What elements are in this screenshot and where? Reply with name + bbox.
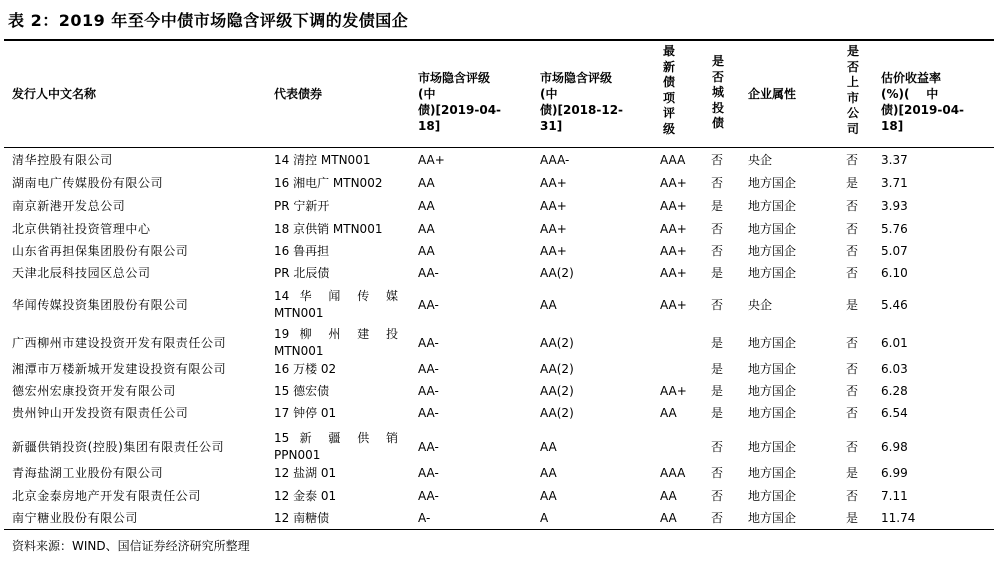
rating-2019: AA- bbox=[418, 406, 439, 420]
enterprise-type: 地方国企 bbox=[748, 199, 797, 213]
bond-name-line2: MTN001 bbox=[274, 344, 324, 358]
rating-2019: AA bbox=[418, 244, 435, 258]
issuer-name: 天津北辰科技园区总公司 bbox=[12, 266, 151, 280]
table-row bbox=[0, 430, 998, 464]
issuer-name: 山东省再担保集团股份有限公司 bbox=[12, 244, 189, 258]
latest-rating: AA+ bbox=[660, 297, 687, 312]
issuer-name: 北京供销社投资管理中心 bbox=[12, 222, 151, 236]
latest-rating: AAA bbox=[660, 153, 686, 167]
yield-value: 6.99 bbox=[881, 466, 908, 480]
enterprise-type: 地方国企 bbox=[748, 266, 797, 280]
issuer-name: 青海盐湖工业股份有限公司 bbox=[12, 466, 164, 480]
bond-name bbox=[274, 430, 398, 464]
issuer-name: 清华控股有限公司 bbox=[12, 153, 113, 167]
is-chengtou: 否 bbox=[711, 153, 724, 167]
is-chengtou: 否 bbox=[711, 176, 724, 190]
header-rating-2018-line2: (中 bbox=[540, 87, 558, 101]
bond-name: 16 鲁再担 bbox=[274, 244, 330, 258]
yield-value: 3.37 bbox=[881, 153, 908, 167]
bottom-rule bbox=[4, 529, 994, 530]
table-row bbox=[0, 405, 998, 422]
header-rating-2019 bbox=[418, 70, 522, 134]
rating-2018: AA bbox=[540, 466, 557, 480]
bond-name: 16 万楼 02 bbox=[274, 362, 337, 376]
rating-2018: AA(2) bbox=[540, 266, 574, 280]
header-yield-line1: 估价收益率 bbox=[881, 71, 942, 85]
enterprise-type: 地方国企 bbox=[748, 439, 797, 454]
latest-rating: AA bbox=[660, 489, 677, 503]
is-chengtou: 是 bbox=[711, 199, 724, 213]
rating-2019: A- bbox=[418, 511, 431, 525]
enterprise-type: 地方国企 bbox=[748, 222, 797, 236]
is-chengtou: 是 bbox=[711, 335, 724, 350]
is-listed: 是 bbox=[846, 511, 859, 525]
table-row bbox=[0, 175, 998, 192]
issuer-name: 湘潭市万楼新城开发建设投资有限公司 bbox=[12, 362, 227, 376]
is-chengtou: 否 bbox=[711, 511, 724, 525]
yield-value: 5.46 bbox=[881, 297, 908, 312]
is-chengtou: 否 bbox=[711, 439, 724, 454]
is-chengtou: 否 bbox=[711, 297, 724, 312]
issuer-name: 南宁糖业股份有限公司 bbox=[12, 511, 139, 525]
bond-name: 12 南糖债 bbox=[274, 511, 330, 525]
table-row bbox=[0, 152, 998, 169]
latest-rating: AA+ bbox=[660, 199, 687, 213]
rating-2019: AA- bbox=[418, 384, 439, 398]
header-yield-line3: 债)[2019-04-18] bbox=[881, 103, 965, 133]
rating-2018: A bbox=[540, 511, 549, 525]
yield-value: 3.93 bbox=[881, 199, 908, 213]
bond-name: PR 宁新开 bbox=[274, 199, 330, 213]
table-row bbox=[0, 510, 998, 527]
latest-rating: AA+ bbox=[660, 222, 687, 236]
issuer-name: 湖南电广传媒股份有限公司 bbox=[12, 176, 164, 190]
enterprise-type: 地方国企 bbox=[748, 511, 797, 525]
header-rating-2018-line1: 市场隐含评级 bbox=[540, 71, 613, 85]
table-row bbox=[0, 198, 998, 215]
bond-name: 12 金泰 01 bbox=[274, 489, 337, 503]
yield-value: 6.03 bbox=[881, 362, 908, 376]
is-listed: 否 bbox=[846, 335, 859, 350]
is-listed: 否 bbox=[846, 384, 859, 398]
enterprise-type: 地方国企 bbox=[748, 244, 797, 258]
header-rating-2018-line3: 债)[2018-12-31] bbox=[540, 103, 624, 133]
table-row bbox=[0, 488, 998, 505]
is-chengtou: 否 bbox=[711, 489, 724, 503]
table-row bbox=[0, 265, 998, 282]
bond-name-line1: 14 华 闻 传 媒 bbox=[274, 289, 398, 303]
yield-value: 6.10 bbox=[881, 266, 908, 280]
bond-name bbox=[274, 326, 398, 360]
issuer-name: 华闻传媒投资集团股份有限公司 bbox=[12, 297, 189, 312]
enterprise-type: 地方国企 bbox=[748, 406, 797, 420]
is-listed: 否 bbox=[846, 439, 859, 454]
rating-2019: AA- bbox=[418, 439, 439, 454]
bond-name: PR 北辰债 bbox=[274, 266, 330, 280]
rating-2018: AA(2) bbox=[540, 335, 574, 350]
bond-name: 17 钟停 01 bbox=[274, 406, 337, 420]
yield-value: 5.76 bbox=[881, 222, 908, 236]
issuer-name: 新疆供销投资(控股)集团有限责任公司 bbox=[12, 439, 225, 454]
table-row bbox=[0, 465, 998, 482]
yield-value: 7.11 bbox=[881, 489, 908, 503]
is-chengtou: 否 bbox=[711, 222, 724, 236]
yield-value: 6.28 bbox=[881, 384, 908, 398]
bond-name-line2: MTN001 bbox=[274, 306, 324, 320]
bond-name: 12 盐湖 01 bbox=[274, 466, 337, 480]
header-rating-2019-line1: 市场隐含评级 bbox=[418, 71, 491, 85]
header-latest-rating: 最新债项评级 bbox=[662, 44, 675, 136]
table-row bbox=[0, 326, 998, 360]
enterprise-type: 地方国企 bbox=[748, 466, 797, 480]
header-rating-2019-line2: (中 bbox=[418, 87, 436, 101]
header-is-chengtou: 是否城投债 bbox=[711, 54, 724, 130]
rating-2019: AA bbox=[418, 199, 435, 213]
header-bond: 代表债券 bbox=[274, 87, 323, 101]
is-chengtou: 是 bbox=[711, 266, 724, 280]
table-row bbox=[0, 221, 998, 238]
table-row bbox=[0, 383, 998, 400]
header-is-listed: 是否上市公司 bbox=[846, 44, 859, 136]
header-rating-2018 bbox=[540, 70, 644, 134]
rating-2018: AA bbox=[540, 489, 557, 503]
bond-name-line2: PPN001 bbox=[274, 448, 321, 462]
is-listed: 否 bbox=[846, 406, 859, 420]
enterprise-type: 央企 bbox=[748, 153, 773, 167]
latest-rating: AAA bbox=[660, 466, 686, 480]
rating-2019: AA+ bbox=[418, 153, 445, 167]
header-yield-line2: (%)( 中 bbox=[881, 87, 939, 101]
yield-value: 3.71 bbox=[881, 176, 908, 190]
rating-2019: AA- bbox=[418, 489, 439, 503]
is-listed: 是 bbox=[846, 297, 859, 312]
is-listed: 否 bbox=[846, 199, 859, 213]
header-rating-2019-line3: 债)[2019-04-18] bbox=[418, 103, 502, 133]
rating-2019: AA- bbox=[418, 362, 439, 376]
header-enterprise-type: 企业属性 bbox=[748, 87, 797, 101]
latest-rating: AA+ bbox=[660, 176, 687, 190]
header-rule bbox=[4, 147, 994, 148]
bond-name-line1: 15 新 疆 供 销 bbox=[274, 431, 398, 445]
table-title: 表 2：2019 年至今中债市场隐含评级下调的发债国企 bbox=[8, 11, 409, 30]
bond-name: 18 京供销 MTN001 bbox=[274, 222, 383, 236]
is-listed: 否 bbox=[846, 489, 859, 503]
rating-2019: AA- bbox=[418, 297, 439, 312]
is-chengtou: 否 bbox=[711, 466, 724, 480]
latest-rating: AA bbox=[660, 511, 677, 525]
rating-2018: AA+ bbox=[540, 244, 567, 258]
rating-2018: AA(2) bbox=[540, 384, 574, 398]
table-row bbox=[0, 288, 998, 322]
yield-value: 6.54 bbox=[881, 406, 908, 420]
rating-2019: AA- bbox=[418, 335, 439, 350]
enterprise-type: 地方国企 bbox=[748, 489, 797, 503]
issuer-name: 北京金泰房地产开发有限责任公司 bbox=[12, 489, 202, 503]
is-listed: 否 bbox=[846, 153, 859, 167]
rating-2019: AA- bbox=[418, 466, 439, 480]
is-chengtou: 是 bbox=[711, 406, 724, 420]
rating-2018: AA+ bbox=[540, 222, 567, 236]
bond-name bbox=[274, 288, 398, 322]
rating-2019: AA bbox=[418, 222, 435, 236]
enterprise-type: 地方国企 bbox=[748, 176, 797, 190]
enterprise-type: 央企 bbox=[748, 297, 773, 312]
is-listed: 否 bbox=[846, 222, 859, 236]
enterprise-type: 地方国企 bbox=[748, 335, 797, 350]
latest-rating: AA+ bbox=[660, 266, 687, 280]
rating-2018: AA bbox=[540, 297, 557, 312]
header-issuer: 发行人中文名称 bbox=[12, 87, 97, 101]
header-yield bbox=[881, 70, 985, 134]
bond-name: 16 湘电广 MTN002 bbox=[274, 176, 383, 190]
is-chengtou: 是 bbox=[711, 362, 724, 376]
enterprise-type: 地方国企 bbox=[748, 362, 797, 376]
issuer-name: 德宏州宏康投资开发有限公司 bbox=[12, 384, 176, 398]
rating-2018: AA(2) bbox=[540, 362, 574, 376]
bond-name-line1: 19 柳 州 建 投 bbox=[274, 327, 398, 341]
rating-2018: AAA- bbox=[540, 153, 570, 167]
is-listed: 是 bbox=[846, 466, 859, 480]
is-chengtou: 否 bbox=[711, 244, 724, 258]
bond-name: 15 德宏债 bbox=[274, 384, 330, 398]
rating-2019: AA- bbox=[418, 266, 439, 280]
is-listed: 是 bbox=[846, 176, 859, 190]
rating-2018: AA(2) bbox=[540, 406, 574, 420]
is-listed: 否 bbox=[846, 244, 859, 258]
bond-name: 14 清控 MTN001 bbox=[274, 153, 371, 167]
issuer-name: 贵州钟山开发投资有限责任公司 bbox=[12, 406, 189, 420]
is-chengtou: 是 bbox=[711, 384, 724, 398]
is-listed: 否 bbox=[846, 362, 859, 376]
table-row bbox=[0, 243, 998, 260]
rating-2018: AA+ bbox=[540, 176, 567, 190]
latest-rating: AA+ bbox=[660, 384, 687, 398]
top-rule bbox=[4, 39, 994, 41]
issuer-name: 广西柳州市建设投资开发有限责任公司 bbox=[12, 335, 227, 350]
yield-value: 6.98 bbox=[881, 439, 908, 454]
yield-value: 5.07 bbox=[881, 244, 908, 258]
latest-rating: AA bbox=[660, 406, 677, 420]
yield-value: 6.01 bbox=[881, 335, 908, 350]
rating-2018: AA+ bbox=[540, 199, 567, 213]
latest-rating: AA+ bbox=[660, 244, 687, 258]
enterprise-type: 地方国企 bbox=[748, 384, 797, 398]
issuer-name: 南京新港开发总公司 bbox=[12, 199, 126, 213]
yield-value: 11.74 bbox=[881, 511, 916, 525]
table-row bbox=[0, 361, 998, 378]
rating-2019: AA bbox=[418, 176, 435, 190]
is-listed: 否 bbox=[846, 266, 859, 280]
rating-2018: AA bbox=[540, 439, 557, 454]
source-note: 资料来源：WIND、国信证券经济研究所整理 bbox=[12, 539, 250, 553]
